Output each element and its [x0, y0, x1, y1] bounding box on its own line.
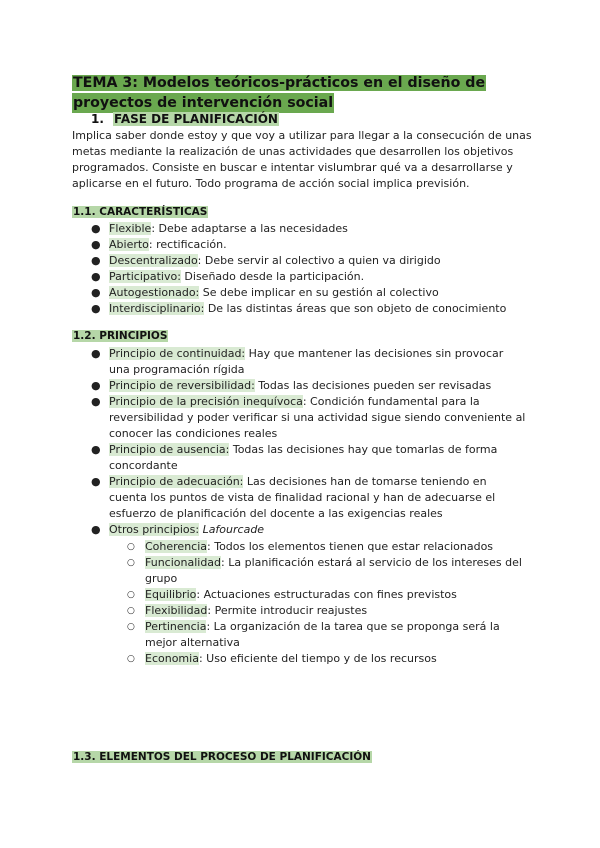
item-term: Flexibilidad: [145, 604, 208, 617]
item-term: Principio de reversibilidad:: [109, 379, 255, 392]
item-term: Economia: [145, 652, 199, 665]
item-text: : La planificación estará al servicio de los intereses del: [221, 556, 522, 569]
list-item: [91, 301, 506, 317]
bullet-icon: ●: [91, 270, 101, 283]
intro-line: metas mediante la realización de unas actividades que desarrollen los objetivos: [72, 145, 514, 158]
item-text: : Uso eficiente del tiempo y de los recursos: [198, 652, 437, 665]
item-text: Todas las decisiones hay que tomarlas de forma: [229, 443, 498, 456]
bullet-icon: ●: [91, 254, 101, 267]
title-line-1: TEMA 3: Modelos teóricos-prácticos en el diseño de: [73, 75, 486, 91]
item-text: Todas las decisiones pueden ser revisadas: [254, 379, 492, 392]
list-item: [91, 442, 525, 474]
item-continuation: reversibilidad y poder verificar si una actividad sigue siendo conveniente al: [109, 411, 526, 424]
circle-bullet-icon: ○: [127, 622, 135, 632]
intro-line: aplicarse en el futuro. Todo programa de acción social implica previsión.: [72, 177, 470, 190]
item-text: : Permite introducir reajustes: [207, 604, 368, 617]
item-text: : rectificación.: [148, 238, 227, 251]
bullet-icon: ●: [91, 222, 101, 235]
item-term: Abierto: [109, 238, 149, 251]
item-text: Se debe implicar en su gestión al colectivo: [199, 286, 439, 299]
sub-list-item: [127, 619, 525, 651]
list-item: [91, 269, 506, 285]
principles-heading: [72, 330, 168, 342]
item-text: : Debe adaptarse a las necesidades: [151, 222, 348, 235]
circle-bullet-icon: ○: [127, 558, 135, 568]
elements-heading: [72, 751, 372, 763]
item-continuation: grupo: [145, 572, 178, 585]
sub-list-item: [127, 539, 525, 555]
item-continuation: cuenta los puntos de vista de finalidad racional y han de adecuarse el: [109, 491, 496, 504]
item-term: Funcionalidad: [145, 556, 222, 569]
item-continuation: mejor alternativa: [145, 636, 240, 649]
characteristics-heading: [72, 206, 208, 218]
item-term: Coherencia: [145, 540, 208, 553]
item-term: Principio de adecuación:: [109, 475, 244, 488]
item-continuation: esfuerzo de planificación del docente a las exigencias reales: [109, 507, 443, 520]
intro-line: Implica saber donde estoy y que voy a utilizar para llegar a la consecución de unas: [72, 129, 532, 142]
item-term: Interdisciplinario:: [109, 302, 205, 315]
phase-heading: [91, 112, 279, 126]
others-author: Lafourcade: [202, 523, 265, 536]
list-item: [91, 474, 525, 522]
item-text: De las distintas áreas que son objeto de conocimiento: [204, 302, 507, 315]
item-term: Descentralizado: [109, 254, 198, 267]
list-item: [91, 378, 525, 394]
item-text: Hay que mantener las decisiones sin provocar: [245, 347, 504, 360]
characteristics-list: [91, 221, 506, 317]
sub-list-item: [127, 555, 525, 587]
item-term: Principio de continuidad:: [109, 347, 246, 360]
item-text: Diseñado desde la participación.: [180, 270, 365, 283]
item-term: Equilibrio: [145, 588, 197, 601]
item-continuation: concordante: [109, 459, 178, 472]
sub-list-item: [127, 651, 525, 667]
document-title: [72, 73, 532, 113]
title-line-2: proyectos de intervención social: [73, 95, 334, 111]
item-text: : Condición fundamental para la: [302, 395, 480, 408]
elements-heading-text: 1.3. ELEMENTOS DEL PROCESO DE PLANIFICACIÓN: [73, 751, 371, 763]
principles-list: [91, 346, 525, 667]
list-item: [91, 522, 525, 667]
sub-list-item: [127, 587, 525, 603]
item-term: Otros principios:: [109, 523, 200, 536]
list-item: [91, 237, 506, 253]
sub-list: [109, 539, 525, 667]
item-continuation: conocer las condiciones reales: [109, 427, 278, 440]
list-item: [91, 346, 525, 378]
bullet-icon: ●: [91, 395, 101, 408]
bullet-icon: ●: [91, 443, 101, 456]
item-text: : La organización de la tarea que se proponga será la: [206, 620, 500, 633]
item-text: Las decisiones han de tomarse teniendo en: [243, 475, 487, 488]
phase-label: FASE DE PLANIFICACIÓN: [114, 112, 278, 126]
item-term: Flexible: [109, 222, 152, 235]
list-item: [91, 253, 506, 269]
circle-bullet-icon: ○: [127, 606, 135, 616]
intro-paragraph: [72, 128, 542, 192]
characteristics-heading-text: 1.1. CARACTERÍSTICAS: [73, 206, 208, 218]
list-item: [91, 394, 525, 442]
bullet-icon: ●: [91, 347, 101, 360]
phase-number: 1.: [91, 112, 104, 126]
circle-bullet-icon: ○: [127, 654, 135, 664]
intro-line: programados. Consiste en buscar e intentar vislumbrar qué va a desarrollarse y: [72, 161, 513, 174]
bullet-icon: ●: [91, 475, 101, 488]
item-term: Autogestionado:: [109, 286, 200, 299]
sub-list-item: [127, 603, 525, 619]
list-item: [91, 285, 506, 301]
item-term: Principio de la precisión inequívoca: [109, 395, 303, 408]
item-text: : Todos los elementos tienen que estar relacionados: [207, 540, 494, 553]
bullet-icon: ●: [91, 286, 101, 299]
item-term: Principio de ausencia:: [109, 443, 230, 456]
list-item: [91, 221, 506, 237]
item-text: : Debe servir al colectivo a quien va dirigido: [197, 254, 441, 267]
item-term: Pertinencia: [145, 620, 207, 633]
bullet-icon: ●: [91, 379, 101, 392]
bullet-icon: ●: [91, 302, 101, 315]
item-continuation: una programación rígida: [109, 363, 245, 376]
bullet-icon: ●: [91, 238, 101, 251]
bullet-icon: ●: [91, 523, 101, 536]
item-term: Participativo:: [109, 270, 181, 283]
circle-bullet-icon: ○: [127, 542, 135, 552]
item-text: : Actuaciones estructuradas con fines previstos: [196, 588, 457, 601]
principles-heading-text: 1.2. PRINCIPIOS: [73, 330, 168, 342]
circle-bullet-icon: ○: [127, 590, 135, 600]
